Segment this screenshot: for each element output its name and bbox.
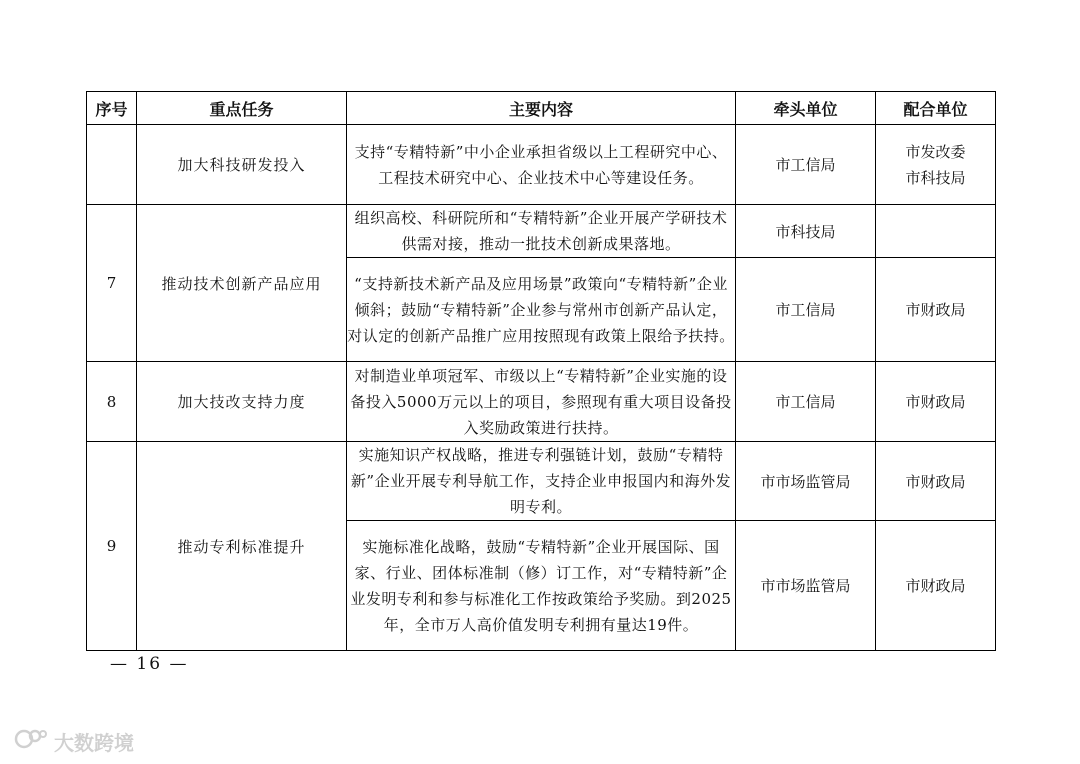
assist-unit: 市财政局: [876, 362, 996, 442]
task-content: “支持新技术新产品及应用场景”政策向“专精特新”企业倾斜；鼓励“专精特新”企业参与常州市创新产品认定，对认定的创新产品推广应用按照现有政策上限给予扶持。: [347, 258, 736, 362]
lead-unit: 市市场监管局: [736, 442, 876, 521]
header-lead-unit: 牵头单位: [736, 92, 876, 125]
table-row: [87, 205, 996, 258]
lead-unit: 市工信局: [736, 362, 876, 442]
page-number: — 16 —: [110, 654, 189, 674]
task-name: 推动技术创新产品应用: [137, 205, 347, 362]
watermark-text: 大数跨境: [54, 731, 134, 755]
header-seq: 序号: [87, 92, 137, 125]
watermark: [14, 726, 134, 757]
task-name: 加大技改支持力度: [137, 362, 347, 442]
header-assist-unit: 配合单位: [876, 92, 996, 125]
lead-unit: 市市场监管局: [736, 521, 876, 651]
header-task: 重点任务: [137, 92, 347, 125]
table-header-row: [87, 92, 996, 125]
table-row: [87, 362, 996, 442]
lead-unit: 市科技局: [736, 205, 876, 258]
task-name: 推动专利标准提升: [137, 442, 347, 651]
task-content: 支持“专精特新”中小企业承担省级以上工程研究中心、工程技术研究中心、企业技术中心等建设任务。: [347, 125, 736, 205]
brand-logo-icon: [14, 726, 48, 757]
task-content: 组织高校、科研院所和“专精特新”企业开展产学研技术供需对接，推动一批技术创新成果落地。: [347, 205, 736, 258]
lead-unit: 市工信局: [736, 258, 876, 362]
assist-unit: 市财政局: [876, 442, 996, 521]
task-content: 实施标准化战略，鼓励“专精特新”企业开展国际、国家、行业、团体标准制（修）订工作，对“专精特新”企业发明专利和参与标准化工作按政策给予奖励。到2025年，全市万人高价值发明专利拥有量达19件。: [347, 521, 736, 651]
assist-unit: [876, 125, 996, 205]
task-content: 实施知识产权战略，推进专利强链计划，鼓励“专精特新”企业开展专利导航工作，支持企业申报国内和海外发明专利。: [347, 442, 736, 521]
assist-unit: 市财政局: [876, 258, 996, 362]
task-name: 加大科技研发投入: [137, 125, 347, 205]
row-number: 7: [87, 205, 137, 362]
assist-unit: 市财政局: [876, 521, 996, 651]
table-row: [87, 442, 996, 521]
assist-unit-line: 市发改委: [905, 142, 966, 161]
assist-unit-line: 市科技局: [905, 168, 966, 187]
assist-unit: [876, 205, 996, 258]
row-number: 8: [87, 362, 137, 442]
row-number: [87, 125, 137, 205]
row-number: 9: [87, 442, 137, 651]
policy-table: [86, 91, 996, 651]
table-row: [87, 125, 996, 205]
lead-unit: 市工信局: [736, 125, 876, 205]
header-content: 主要内容: [347, 92, 736, 125]
task-content: 对制造业单项冠军、市级以上“专精特新”企业实施的设备投入5000万元以上的项目，参照现有重大项目设备投入奖励政策进行扶持。: [347, 362, 736, 442]
